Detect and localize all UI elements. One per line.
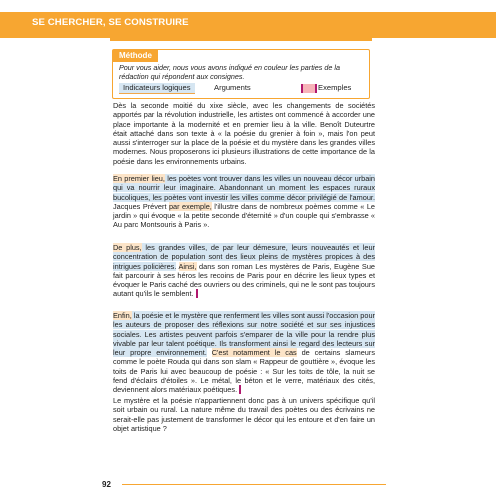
argument-text: la poésie et le mystère que renferment les villes sont aussi l'occasion pour les auteurs de proposer des réflexions sur notre société et sur ses injustices sociales. Les artistes peuvent parfois s'emparer de la ville pour la rendre plus vivable par leur talent poétique. Ils transforment ainsi le regard des lecteurs sur leur propre environnement. [113,311,375,358]
paragraph-argument-1 [113,174,375,230]
example-text: dans son roman Les mystères de Paris, Eugène Sue fait parcourir à ses héros les recoins de Paris pour en décrire les lieux types et évoquer le Paris caché des ouvriers ou des criminels, qui ne le sont pas toujours autant qu'ils le semblent. [113,261,375,299]
legend-examples: Exemples [318,83,352,92]
logic-indicator: C'est notamment le cas [211,348,297,358]
logic-indicator: Ainsi, [178,261,197,271]
logic-indicator: De plus, [113,243,142,252]
footer-rule [122,484,386,485]
legend-indicators: Indicateurs logiques [119,83,195,94]
legend-row [119,83,363,95]
method-label: Méthode [113,50,158,62]
header-rule [110,38,372,41]
method-box [112,49,370,99]
conclusion-paragraph: Le mystère et la poésie n'appartiennent donc pas à un univers spécifique qu'il soit urbain ou rural. La nature même du travail des poètes ou des écrivains ne serait-elle pas justement de transformer le décor qui les entoure et d'en faire un objet artistique ? [113,396,375,433]
legend-examples-marker-icon [301,84,317,93]
page-number: 92 [102,480,111,489]
logic-indicator: par exemple, [168,201,212,211]
logic-indicator: Enfin, [113,311,132,320]
legend-arguments: Arguments [214,83,251,92]
paragraph-argument-3 [113,311,375,395]
section-title: SE CHERCHER, SE CONSTRUIRE [32,17,189,28]
logic-indicator: En premier lieu, [113,174,165,183]
method-text: Pour vous aider, nous vous avons indiqué en couleur les parties de la rédaction qui répondent aux consignes. [119,63,340,81]
paragraph-argument-2 [113,243,375,299]
example-text: l'illustre dans de nombreux poèmes comme « Le jardin » qui évoque « la petite seconde d'éternité » d'un couple qui s'embrasse « Au parc Montsouris à Paris ». [113,201,376,230]
intro-paragraph: Dès la seconde moitié du xixe siècle, avec les changements de sociétés apportés par la révolution industrielle, les artistes ont commencé à accorder une place importante à la modernité et en premier lieu à la ville. Benoît Duteurtre était attaché dans son texte à « la poésie du grenier à foin », mais l'on peut aussi s'interroger sur la place de la poésie et du mystère dans les grandes villes modernes. Nous proposerons ici plusieurs illustrations de cette importance de la poésie dans les environnements urbains. [113,101,375,166]
example-text: de certains slameurs comme le poète Rouda qui dans son slam « Rappeur de gouttière », évoque les toits de Paris lui avec beaucoup de poésie : « Sur les toits de tôle, la nuit se fend d'éclairs d'étoiles ». Le métal, le béton et le verre, matériaux des cités, deviennent alors matériaux poétiques. [113,348,375,395]
argument-text: les poètes vont trouver dans les villes un nouveau décor urbain qui va nourrir leur imaginaire. Abandonnant un moment les espaces ruraux bucoliques, les poètes vont investir les villes comme décor privilégié de l'amour. [113,174,375,202]
example-text: Jacques Prévert [113,201,169,211]
argument-text: les grandes villes, de par leur démesure, leurs nouveautés et leur concentration de population sont des lieux pleins de mystères propices à des intrigues policières. [113,243,375,271]
